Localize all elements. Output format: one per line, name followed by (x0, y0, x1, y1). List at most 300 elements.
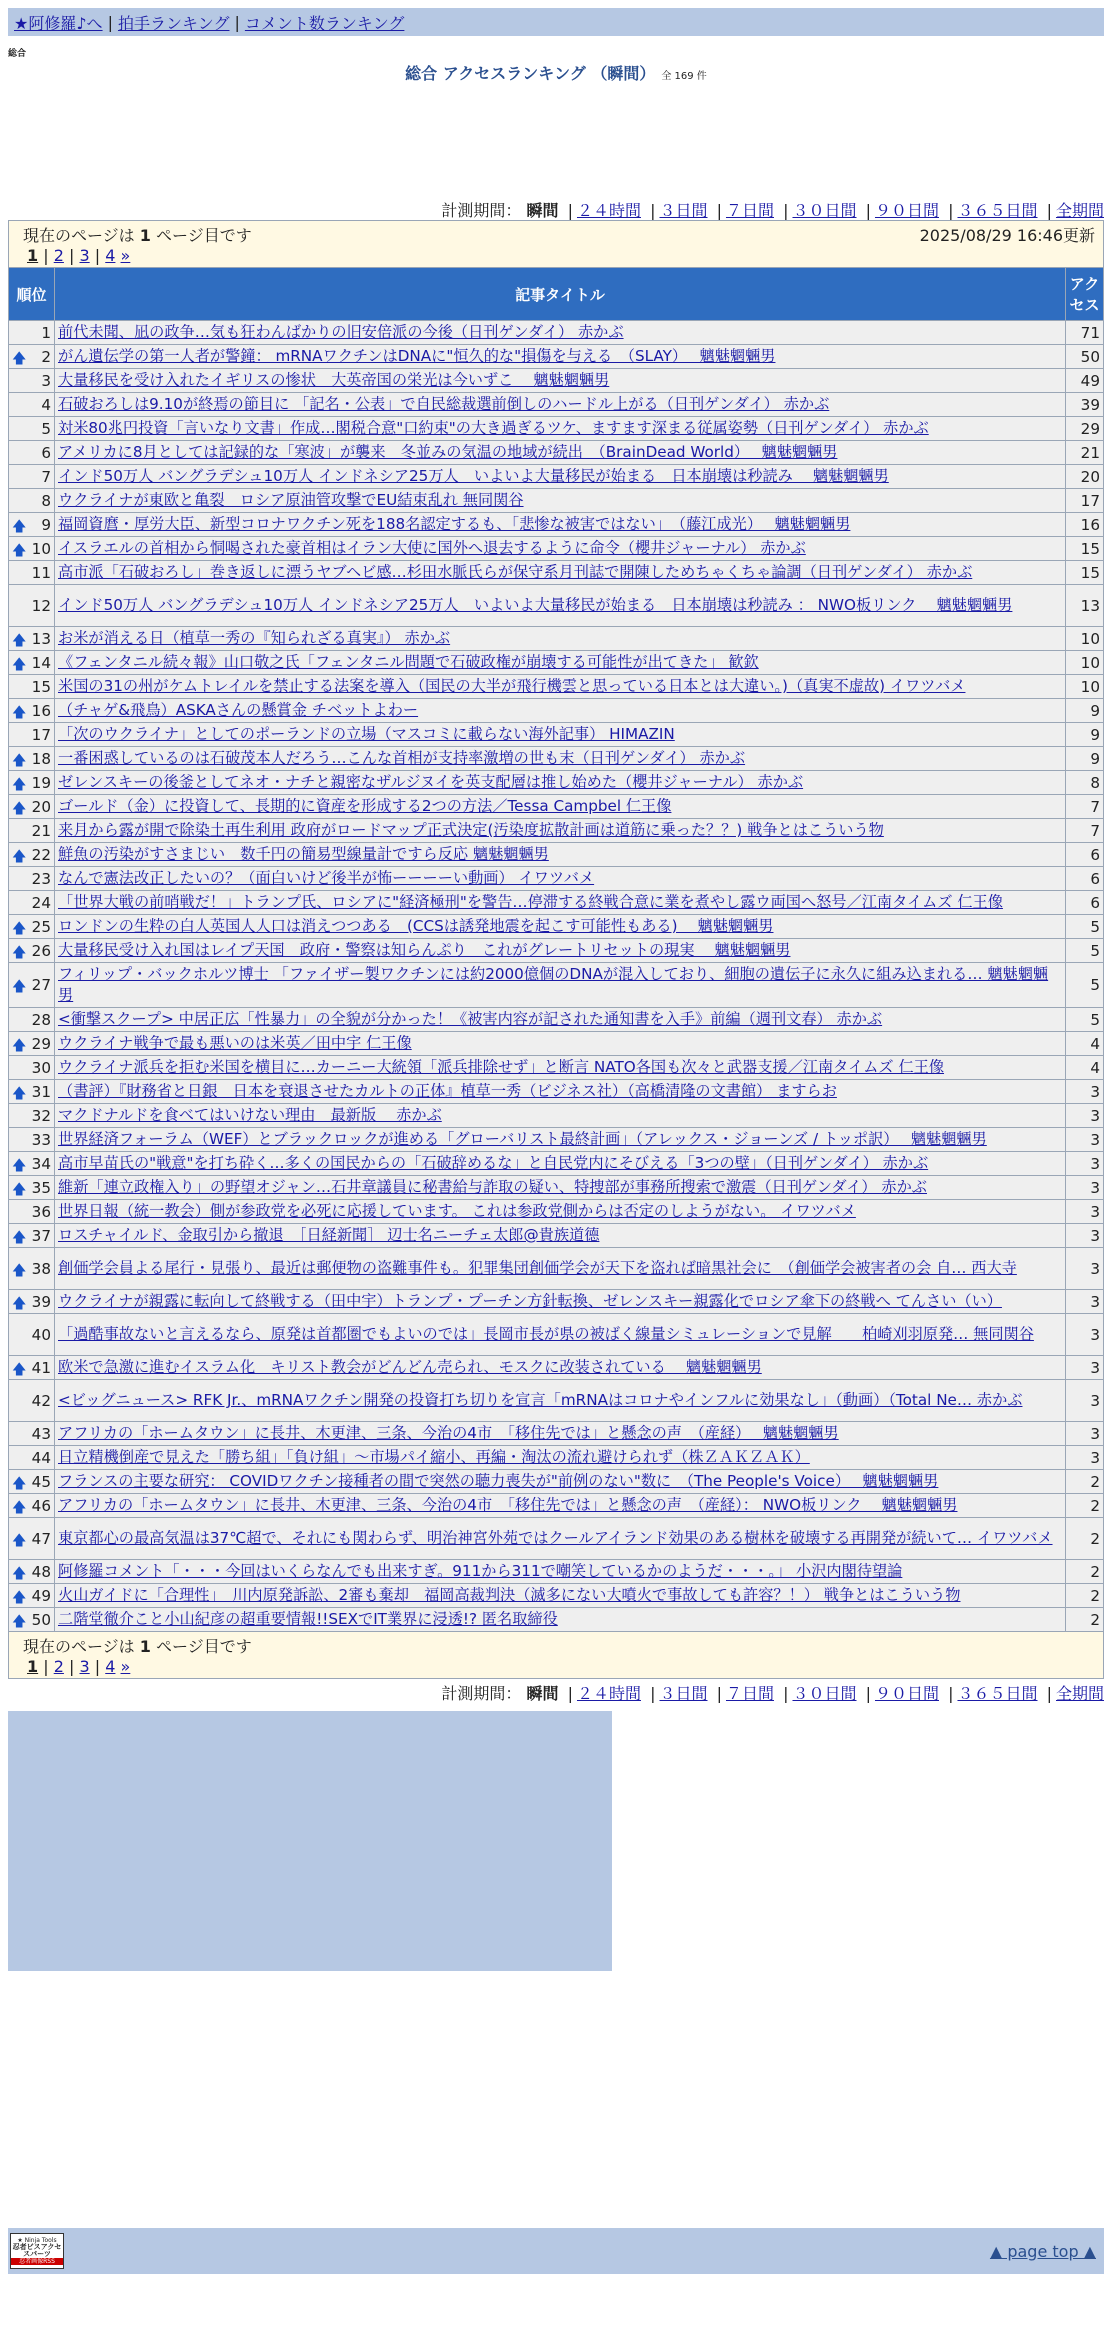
table-row (9, 1104, 1104, 1128)
rank-cell (9, 675, 55, 699)
access-count-cell: 3 (1066, 1380, 1104, 1422)
article-title-link[interactable]: 福岡資麿・厚労大臣、新型コロナワクチン死を188名認定するも、「悲惨な被害ではない」 （藤江成光） 魑魅魍魎男 (58, 515, 851, 533)
article-title-link[interactable]: お米が消える日（植草一秀の『知られざる真実』） 赤かぶ (58, 629, 451, 647)
table-row (9, 393, 1104, 417)
access-count-cell: 3 (1066, 1356, 1104, 1380)
period-link-365d[interactable]: ３６５日間 (957, 1684, 1038, 1703)
table-row (9, 489, 1104, 513)
article-title-link[interactable]: 「過酷事故ないと言えるなら、原発は首都圏でもよいのでは」長岡市長が県の被ばく線量シミュレーションで見解 柏崎刈羽原発… 無同関谷 (58, 1325, 1034, 1343)
title-cell (55, 393, 1066, 417)
article-title-link[interactable]: ゴールド（金）に投資して、長期的に資産を形成する2つの方法／Tessa Campbel 仁王像 (58, 797, 672, 815)
header-rank: 順位 (9, 268, 55, 321)
table-row (9, 1248, 1104, 1290)
period-link-30d[interactable]: ３０日間 (792, 201, 857, 220)
article-title-link[interactable]: インド50万人 バングラデシュ10万人 インドネシア25万人 いよいよ大量移民が始まる 日本崩壊は秒読み 魑魅魍魎男 (58, 467, 889, 485)
title-cell (55, 1176, 1066, 1200)
period-link-7d[interactable]: ７日間 (725, 1684, 774, 1703)
pager-info-bottom (9, 1634, 1103, 1657)
period-separator: | (1046, 1684, 1052, 1703)
title-cell (55, 1470, 1066, 1494)
rank-up-arrow-icon: 🡅 (12, 1475, 27, 1492)
title-cell (55, 1608, 1066, 1632)
rank-cell (9, 1056, 55, 1080)
rank-up-arrow-icon: 🡅 (12, 632, 27, 649)
period-separator: | (650, 201, 656, 220)
rank-cell (9, 699, 55, 723)
article-title-link[interactable]: 日立精機倒産で見えた「勝ち組」「負け組」～市場パイ縮小、再編・淘汰の流れ避けられず（株ＺＡＫＺＡＫ） (58, 1448, 810, 1466)
access-count-cell: 4 (1066, 1056, 1104, 1080)
article-title-link[interactable]: 創価学会員よる尾行・見張り、最近は郵便物の盗難事件も。犯罪集団創価学会が天下を盗れば暗黒社会に （創価学会被害者の会 自… 西大寺 (58, 1259, 1017, 1277)
pager-table-bottom (8, 1631, 1104, 1679)
logo-line-3: 忍者画像RSS (11, 2258, 63, 2265)
rank-number: 47 (31, 1529, 51, 1548)
article-title-link[interactable]: ウクライナ戦争で最も悪いのは米英／田中宇 仁王像 (58, 1034, 412, 1052)
pager-separator: | (69, 246, 80, 265)
title-cell (55, 369, 1066, 393)
article-title-link[interactable]: （チャゲ&飛鳥）ASKAさんの懸賞金 チベットよわー (58, 701, 419, 719)
rank-number: 46 (31, 1496, 51, 1515)
title-cell (55, 699, 1066, 723)
rank-number: 33 (31, 1130, 51, 1149)
table-header-row (9, 268, 1104, 321)
article-title-link[interactable]: ロンドンの生粋の白人英国人人口は消えつつある (CCSは誘発地震を起こす可能性もある) 魑魅魍魎男 (58, 917, 774, 935)
article-title-link[interactable]: 石破おろしは9.10が終焉の節目に 「記名・公表」で自民総裁選前倒しのハードル上がる（日刊ゲンダイ） 赤かぶ (58, 395, 830, 413)
access-count-cell: 3 (1066, 1200, 1104, 1224)
article-title-link[interactable]: ゼレンスキーの後釜としてネオ・ナチと親密なザルジヌイを英支配層は推し始めた（櫻井ジャーナル） 赤かぶ (58, 773, 804, 791)
rank-up-arrow-icon: 🡅 (12, 1085, 27, 1102)
access-count-cell: 3 (1066, 1152, 1104, 1176)
rank-cell (9, 1032, 55, 1056)
rank-number: 6 (41, 443, 51, 462)
footer-bar (8, 2228, 1104, 2274)
rank-up-arrow-icon: 🡅 (12, 979, 27, 995)
rank-up-arrow-icon: 🡅 (12, 704, 27, 721)
rank-number: 20 (31, 797, 51, 816)
title-cell (55, 1152, 1066, 1176)
rank-cell (9, 651, 55, 675)
rank-number: 17 (31, 725, 51, 744)
nav-separator: | (234, 12, 240, 32)
rank-cell (9, 1584, 55, 1608)
article-title-link[interactable]: ウクライナ派兵を拒む米国を横目に…カーニー大統領「派兵排除せず」と断言 NATO各国も次々と武器支援／江南タイムズ 仁王像 (58, 1058, 945, 1076)
rank-number: 26 (31, 941, 51, 960)
period-separator: | (650, 1684, 656, 1703)
rank-number: 28 (31, 1010, 51, 1029)
rank-up-arrow-icon: 🡅 (12, 752, 27, 769)
access-count-cell: 9 (1066, 723, 1104, 747)
access-count-cell: 10 (1066, 651, 1104, 675)
rank-up-arrow-icon: 🡅 (12, 542, 27, 559)
table-row (9, 867, 1104, 891)
article-title-link[interactable]: 鮮魚の汚染がすさまじい 数千円の簡易型線量計ですら反応 魑魅魍魎男 (58, 845, 549, 863)
rank-cell (9, 963, 55, 1008)
access-count-cell: 13 (1066, 585, 1104, 627)
logo-line-2: 忍者ビスアクセスパーツ (12, 2243, 62, 2258)
rank-cell (9, 771, 55, 795)
title-cell (55, 1356, 1066, 1380)
article-title-link[interactable]: 世界経済フォーラム（WEF）とブラックロックが進める「グローバリスト最終計画」（アレックス・ジョーンズ / トッポ訳） 魑魅魍魎男 (58, 1130, 987, 1148)
rank-number: 38 (31, 1259, 51, 1278)
access-count-cell: 2 (1066, 1608, 1104, 1632)
article-title-link[interactable]: （書評）『財務省と日銀 日本を衰退させたカルトの正体』植草一秀（ビジネス社）（高橋清隆の文書館） ますらお (58, 1082, 837, 1100)
title-cell (55, 651, 1066, 675)
table-row (9, 723, 1104, 747)
table-row (9, 1224, 1104, 1248)
access-count-cell: 2 (1066, 1518, 1104, 1560)
page-title (0, 61, 1112, 84)
table-row (9, 1008, 1104, 1032)
article-title-link[interactable]: 対米80兆円投資「言いなり文書」作成…閣税合意"口約束"の大き過ぎるツケ、ますます深まる従属姿勢（日刊ゲンダイ） 赤かぶ (58, 419, 929, 437)
table-row (9, 1446, 1104, 1470)
period-separator: | (567, 1684, 573, 1703)
rank-number: 27 (31, 976, 51, 994)
period-link-24h[interactable]: ２４時間 (576, 201, 641, 220)
rank-number: 2 (41, 347, 51, 366)
current-page-text-bottom (23, 1634, 252, 1657)
rank-up-arrow-icon: 🡅 (12, 800, 27, 817)
period-bar-bottom (0, 1681, 1104, 1703)
article-title-link[interactable]: ウクライナが東欧と亀裂 ロシア原油管攻撃でEU結束乱れ 無同関谷 (58, 491, 524, 509)
period-link-24h[interactable]: ２４時間 (576, 1684, 641, 1703)
rank-number: 4 (41, 395, 51, 414)
rank-cell (9, 1560, 55, 1584)
title-cell (55, 537, 1066, 561)
table-row (9, 1494, 1104, 1518)
title-cell (55, 585, 1066, 627)
access-count-cell: 50 (1066, 345, 1104, 369)
rank-number: 19 (31, 773, 51, 792)
period-link-90d[interactable]: ９０日間 (874, 1684, 939, 1703)
article-title-link[interactable]: がん遺伝学の第一人者が警鐘： mRNAワクチンはDNAに"恒久的な"損傷を与える （SLAY） 魑魅魍魎男 (58, 347, 776, 365)
table-row (9, 1176, 1104, 1200)
rank-up-arrow-icon: 🡅 (12, 1157, 27, 1174)
article-title-link[interactable]: 火山ガイドに「合理性」 川内原発訴訟、2審も棄却 福岡高裁判決（滅多にない大噴火で事故しても許容？！） 戦争とはこういう物 (58, 1586, 961, 1604)
article-title-link[interactable]: 来月から露が開で除染土再生利用 政府がロードマップ正式決定(汚染度拡散計画は道筋に乗った？？) 戦争とはこういう物 (58, 821, 884, 839)
table-row (9, 585, 1104, 627)
rank-cell (9, 1080, 55, 1104)
title-cell (55, 1008, 1066, 1032)
article-title-link[interactable]: フィリップ・バックホルツ博士 「ファイザー製ワクチンには約2000億個のDNAが混入しており、細胞の遺伝子に永久に組み込まれる… 魑魅魍魎男 (58, 965, 1049, 1004)
period-separator: | (948, 1684, 954, 1703)
nav-home-link[interactable]: ★阿修羅♪へ (14, 13, 103, 33)
title-cell (55, 891, 1066, 915)
access-count-cell: 5 (1066, 915, 1104, 939)
period-link-30d[interactable]: ３０日間 (792, 1684, 857, 1703)
table-row (9, 651, 1104, 675)
access-count-cell: 3 (1066, 1248, 1104, 1290)
table-row (9, 1314, 1104, 1356)
page-link-4[interactable]: 4 (105, 246, 116, 265)
table-row (9, 1128, 1104, 1152)
rank-number: 39 (31, 1292, 51, 1311)
period-link-90d[interactable]: ９０日間 (874, 201, 939, 220)
access-count-cell: 3 (1066, 1290, 1104, 1314)
title-cell (55, 867, 1066, 891)
rank-cell (9, 1518, 55, 1560)
table-row (9, 1080, 1104, 1104)
period-link-7d[interactable]: ７日間 (725, 201, 774, 220)
period-link-3d[interactable]: ３日間 (659, 201, 708, 220)
title-cell (55, 441, 1066, 465)
rank-cell (9, 369, 55, 393)
table-row (9, 1152, 1104, 1176)
rank-number: 43 (31, 1424, 51, 1443)
rank-number: 45 (31, 1472, 51, 1491)
pager-suffix: ページ目です (150, 1637, 252, 1656)
title-cell (55, 1080, 1066, 1104)
pager-info (9, 223, 1103, 246)
article-title-link[interactable]: 米国の31の州がケムトレイルを禁止する法案を導入（国民の大半が飛行機雲と思っている日本とは大違い。)（真実不虚故) イワツバメ (58, 677, 966, 695)
rank-cell (9, 627, 55, 651)
pager-current-number: 1 (139, 226, 151, 245)
title-cell (55, 1560, 1066, 1584)
table-row (9, 1356, 1104, 1380)
access-count-cell: 7 (1066, 819, 1104, 843)
rank-cell (9, 465, 55, 489)
article-title-link[interactable]: 欧米で急激に進むイスラム化 キリスト教会がどんどん売られ、モスクに改装されている 魑魅魍魎男 (58, 1358, 762, 1376)
rank-cell (9, 1248, 55, 1290)
article-title-link[interactable]: 東京都心の最高気温は37℃超で、それにも関わらず、明治神宮外苑ではクールアイランド効果のある樹林を破壊する再開発が続いて… イワツバメ (58, 1529, 1053, 1547)
access-count-cell: 7 (1066, 795, 1104, 819)
rank-number: 34 (31, 1154, 51, 1173)
page-link-4[interactable]: 4 (105, 1657, 116, 1676)
pager-separator: | (43, 246, 54, 265)
period-link-3d[interactable]: ３日間 (659, 1684, 708, 1703)
rank-up-arrow-icon: 🡅 (12, 1037, 27, 1054)
rank-cell (9, 1008, 55, 1032)
article-title-link[interactable]: 高市派「石破おろし」巻き返しに漂うヤブヘビ感…杉田水脈氏らが保守系月刊誌で開陳しためちゃくちゃ論調（日刊ゲンダイ） 赤かぶ (58, 563, 973, 581)
title-cell (55, 1032, 1066, 1056)
access-count-cell: 39 (1066, 393, 1104, 417)
period-separator: | (1046, 201, 1052, 220)
table-row (9, 699, 1104, 723)
rank-up-arrow-icon: 🡅 (12, 656, 27, 673)
title-cell (55, 561, 1066, 585)
page-link-1: 1 (27, 1657, 39, 1676)
page-link-1: 1 (27, 246, 39, 265)
rank-cell (9, 1176, 55, 1200)
rank-cell (9, 417, 55, 441)
title-cell (55, 627, 1066, 651)
rank-cell (9, 1470, 55, 1494)
title-cell (55, 465, 1066, 489)
rank-number: 8 (41, 491, 51, 510)
rank-cell (9, 1494, 55, 1518)
period-current: 瞬間 (526, 201, 559, 220)
title-cell (55, 1584, 1066, 1608)
access-count-cell: 2 (1066, 1494, 1104, 1518)
page-link-3[interactable]: 3 (79, 1657, 90, 1676)
period-label: 計測期間： (441, 1684, 522, 1703)
access-count-cell: 49 (1066, 369, 1104, 393)
period-separator: | (716, 1684, 722, 1703)
table-row (9, 627, 1104, 651)
rank-cell (9, 1152, 55, 1176)
table-row (9, 675, 1104, 699)
rank-up-arrow-icon: 🡅 (12, 518, 27, 535)
rank-number: 13 (31, 629, 51, 648)
nav-clap-ranking-link[interactable]: 拍手ランキング (117, 13, 230, 33)
rank-number: 10 (31, 539, 51, 558)
rank-cell (9, 489, 55, 513)
rank-number: 9 (41, 515, 51, 534)
rank-number: 37 (31, 1226, 51, 1245)
rank-cell (9, 1290, 55, 1314)
article-title-link[interactable]: 大量移民受け入れ国はレイプ天国 政府・警察は知らんぷり これがグレートリセットの現実 魑魅魍魎男 (58, 941, 791, 959)
pager-row-top (9, 221, 1104, 268)
rank-number: 21 (31, 821, 51, 840)
access-count-cell: 3 (1066, 1080, 1104, 1104)
article-title-link[interactable]: アフリカの「ホームタウン」に長井、木更津、三条、今治の4市 「移住先では」と懸念の声 （産経） 魑魅魍魎男 (58, 1424, 839, 1442)
table-row (9, 1518, 1104, 1560)
title-cell (55, 1494, 1066, 1518)
rank-cell (9, 441, 55, 465)
rank-up-arrow-icon: 🡅 (12, 1532, 27, 1549)
article-title-link[interactable]: 《フェンタニル続々報》山口敬之氏「フェンタニル問題で石破政権が崩壊する可能性が出てきた」 歓欽 (58, 653, 759, 671)
article-title-link[interactable]: アメリカに8月としては記録的な「寒波」が襲来 冬並みの気温の地域が続出 （BrainDead World） 魑魅魍魎男 (58, 443, 838, 461)
article-title-link[interactable]: 二階堂徹介こと小山紀彦の超重要情報!!SEXでIT業界に浸透!? 匿名取締役 (58, 1610, 558, 1628)
title-cell (55, 1290, 1066, 1314)
title-cell (55, 1224, 1066, 1248)
rank-number: 16 (31, 701, 51, 720)
rank-number: 29 (31, 1034, 51, 1053)
access-count-cell: 20 (1066, 465, 1104, 489)
rank-cell (9, 723, 55, 747)
article-title-link[interactable]: <ビッグニュース> RFK Jr.、mRNAワクチン開発の投資打ち切りを宣言「mRNAはコロナやインフルに効果なし」（動画）（Total Ne… 赤かぶ (58, 1391, 1023, 1409)
period-separator: | (567, 201, 573, 220)
article-title-link[interactable]: 世界日報（統一教会）側が参政党を必死に応援しています。 これは参政党側からは否定のしようがない。 イワツバメ (58, 1202, 856, 1220)
article-title-link[interactable]: 大量移民を受け入れたイギリスの惨状 大英帝国の栄光は今いずこ 魑魅魍魎男 (58, 371, 610, 389)
article-title-link[interactable]: イスラエルの首相から恫喝された豪首相はイラン大使に国外へ退去するように命令（櫻井ジャーナル） 赤かぶ (58, 539, 806, 557)
rank-cell (9, 747, 55, 771)
access-count-cell: 2 (1066, 1584, 1104, 1608)
rank-up-arrow-icon: 🡅 (12, 350, 27, 367)
table-row (9, 1380, 1104, 1422)
rank-number: 31 (31, 1082, 51, 1101)
page-top-link[interactable]: ▲ page top ▲ (989, 2241, 1096, 2261)
rank-cell (9, 795, 55, 819)
rank-number: 18 (31, 749, 51, 768)
pager-separator: | (69, 1657, 80, 1676)
article-title-link[interactable]: 一番困惑しているのは石破茂本人だろう…こんな首相が支持率激増の世も末（日刊ゲンダイ） 赤かぶ (58, 749, 746, 767)
period-link-all[interactable]: 全期間 (1055, 201, 1104, 220)
rank-cell (9, 1446, 55, 1470)
pager-current-number: 1 (139, 1637, 151, 1656)
title-cell (55, 1200, 1066, 1224)
table-row (9, 1056, 1104, 1080)
nav-comment-ranking-link[interactable]: コメント数ランキング (244, 13, 405, 33)
table-row (9, 1290, 1104, 1314)
access-count-cell: 5 (1066, 1008, 1104, 1032)
access-count-cell: 2 (1066, 1560, 1104, 1584)
rank-number: 3 (41, 371, 51, 390)
pager-prefix: 現在のページは (23, 1637, 140, 1656)
article-title-link[interactable]: 阿修羅コメント「・・・今回はいくらなんでも出来すぎ。911から311で嘲笑しているかのようだ・・・。」 小沢内閣待望論 (58, 1562, 903, 1580)
table-row (9, 561, 1104, 585)
period-separator: | (783, 201, 789, 220)
period-separator: | (948, 201, 954, 220)
rank-number: 12 (31, 596, 51, 615)
pager-separator: | (94, 246, 106, 265)
article-title-link[interactable]: ウクライナが親露に転向して終戦する（田中宇）トランプ・プーチン方針転換、ゼレンスキー親露化でロシア傘下の終戦へ てんさい（い） (58, 1292, 1002, 1310)
table-row (9, 843, 1104, 867)
page-link-3[interactable]: 3 (79, 246, 90, 265)
access-count-cell: 15 (1066, 561, 1104, 585)
page-link-2[interactable]: 2 (53, 1657, 64, 1676)
pager-links-bottom (9, 1657, 1103, 1676)
rank-number: 49 (31, 1586, 51, 1605)
article-title-link[interactable]: ロスチャイルド、金取引から撤退 ［日経新聞］ 辺士名ニーチェ太郎@貴族道德 (58, 1226, 600, 1244)
pager-prefix: 現在のページは (23, 226, 140, 245)
table-row (9, 417, 1104, 441)
page-title-text: 総合 アクセスランキング （瞬間） (405, 64, 656, 83)
page-link-2[interactable]: 2 (53, 246, 64, 265)
rank-number: 22 (31, 845, 51, 864)
access-count-cell: 3 (1066, 1446, 1104, 1470)
header-title: 記事タイトル (55, 268, 1066, 321)
period-link-365d[interactable]: ３６５日間 (957, 201, 1038, 220)
rank-up-arrow-icon: 🡅 (12, 1499, 27, 1516)
title-cell (55, 1380, 1066, 1422)
page-next-link[interactable]: » (120, 1657, 131, 1676)
access-count-cell: 5 (1066, 939, 1104, 963)
article-title-link[interactable]: 高市早苗氏の"戦意"を打ち砕く…多くの国民からの「石破辞めるな」と自民党内にそびえる「3つの壁」（日刊ゲンダイ） 赤かぶ (58, 1154, 929, 1172)
table-row (9, 441, 1104, 465)
title-cell (55, 1128, 1066, 1152)
access-count-cell: 3 (1066, 1314, 1104, 1356)
ninja-tools-logo[interactable] (10, 2233, 64, 2269)
article-title-link[interactable]: 前代未聞、凪の政争…気も狂わんばかりの旧安倍派の今後（日刊ゲンダイ） 赤かぶ (58, 323, 624, 341)
access-count-cell: 9 (1066, 747, 1104, 771)
rank-number: 14 (31, 653, 51, 672)
article-title-link[interactable]: フランスの主要な研究： COVIDワクチン接種者の間で突然の聴力喪失が"前例のない"数に （The People's Voice） 魑魅魍魎男 (58, 1472, 939, 1490)
title-cell (55, 1518, 1066, 1560)
rank-number: 24 (31, 893, 51, 912)
period-separator: | (716, 201, 722, 220)
rank-cell (9, 1224, 55, 1248)
title-cell (55, 1104, 1066, 1128)
article-title-link[interactable]: 「世界大戦の前哨戦だ！」トランプ氏、ロシアに"経済極刑"を警告…停滞する終戦合意に業を煮やし露ウ両国へ怒号／江南タイムズ 仁王像 (58, 893, 1003, 911)
article-title-link[interactable]: なんで憲法改正したいの？（面白いけど後半が怖ーーーーい動画） イワツバメ (58, 869, 595, 887)
table-row (9, 1200, 1104, 1224)
rank-number: 35 (31, 1178, 51, 1197)
rank-number: 5 (41, 419, 51, 438)
page-next-link[interactable]: » (120, 246, 131, 265)
access-count-cell: 4 (1066, 1032, 1104, 1056)
title-cell (55, 747, 1066, 771)
title-cell (55, 489, 1066, 513)
article-title-link[interactable]: マクドナルドを食べてはいけない理由 最新版 赤かぶ (58, 1106, 442, 1124)
period-link-all[interactable]: 全期間 (1055, 1684, 1104, 1703)
rank-cell (9, 393, 55, 417)
access-count-cell: 3 (1066, 1128, 1104, 1152)
article-title-link[interactable]: アフリカの「ホームタウン」に長井、木更津、三条、今治の4市 「移住先では」と懸念の声 （産経）： NWO板リンク 魑魅魍魎男 (58, 1496, 958, 1514)
rank-cell (9, 939, 55, 963)
category-label: 総合 (8, 49, 27, 59)
article-title-link[interactable]: 維新「連立政権入り」の野望オジャン…石井章議員に秘書給与詐取の疑い、特捜部が事務所搜索で激震（日刊ゲンダイ） 赤かぶ (58, 1178, 927, 1196)
rank-up-arrow-icon: 🡅 (12, 1229, 27, 1246)
rank-cell (9, 585, 55, 627)
article-title-link[interactable]: 「次のウクライナ」としてのポーランドの立場（マスコミに載らない海外記事） HIMAZIN (58, 725, 675, 743)
table-row (9, 513, 1104, 537)
logo-line-1: ★ Ninja Tools (17, 2237, 57, 2244)
rank-cell (9, 1200, 55, 1224)
article-title-link[interactable]: インド50万人 バングラデシュ10万人 インドネシア25万人 いよいよ大量移民が始まる 日本崩壊は秒読み ： NWO板リンク 魑魅魍魎男 (58, 596, 1013, 614)
article-title-link[interactable]: <衝撃スクープ> 中居正広「性暴力」の全貌が分かった！《被害内容が記された通知書を入手》前編（週刊文春） 赤かぶ (58, 1010, 883, 1028)
rank-up-arrow-icon: 🡅 (12, 1262, 27, 1279)
rank-up-arrow-icon: 🡅 (12, 1295, 27, 1312)
pager-row-bottom (9, 1632, 1104, 1679)
